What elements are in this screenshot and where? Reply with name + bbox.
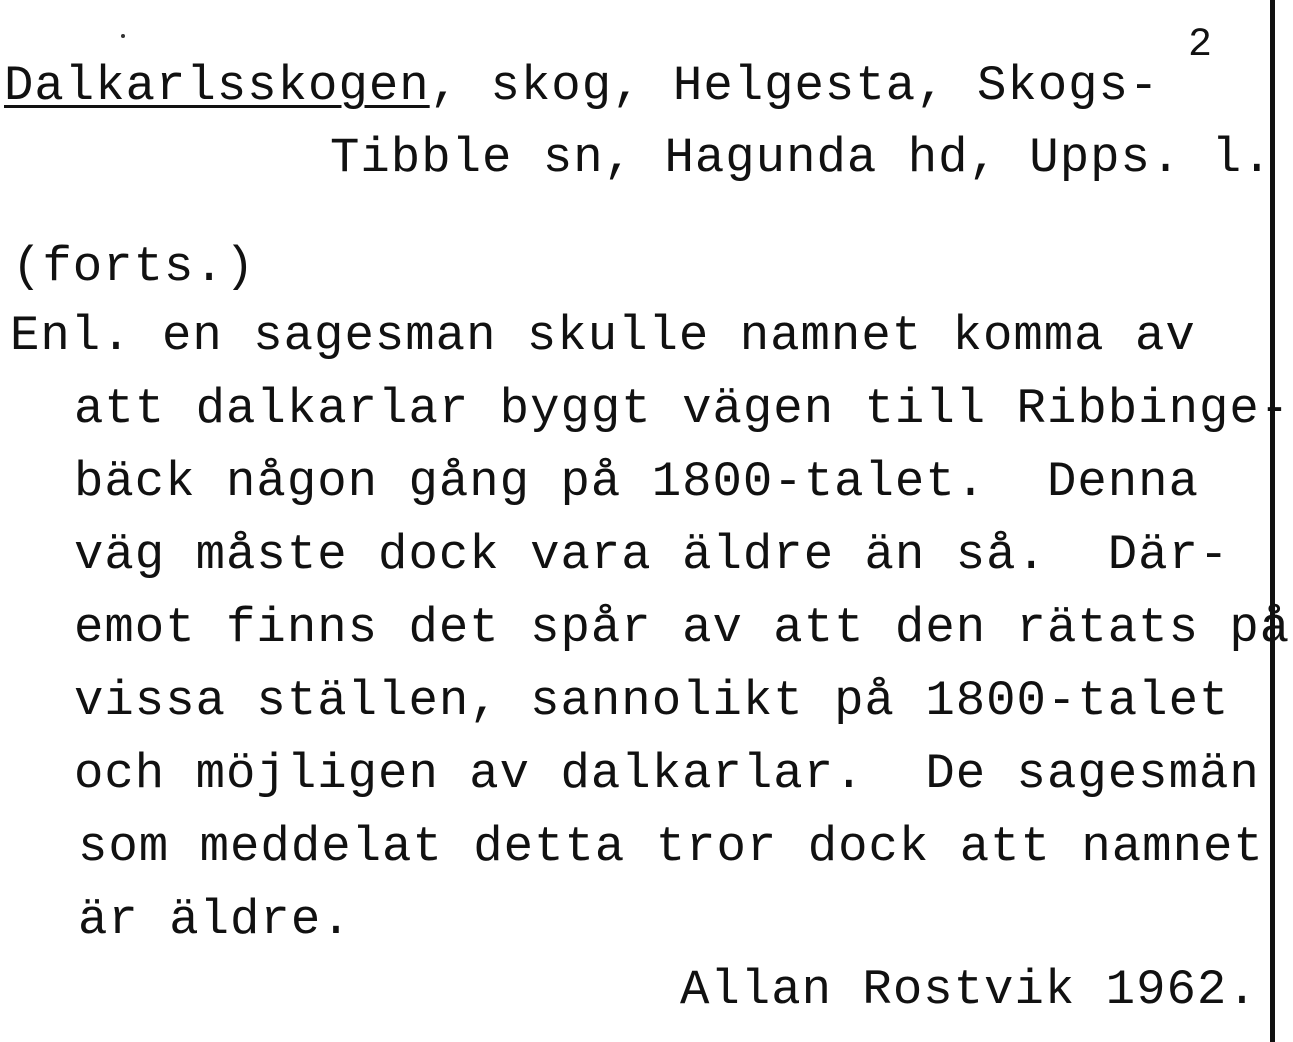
body-line: som meddelat detta tror dock att namnet <box>78 819 1264 875</box>
continuation-label: (forts.) <box>12 239 256 295</box>
heading-rest: , skog, Helgesta, Skogs- <box>429 58 1160 114</box>
body-line: Enl. en sagesman skulle namnet komma av <box>10 308 1196 364</box>
page-number: 2 <box>1188 23 1213 68</box>
heading-line-1 <box>4 58 1160 114</box>
body-line: att dalkarlar byggt vägen till Ribbinge- <box>74 381 1291 437</box>
body-line: emot finns det spår av att den rätats på <box>74 600 1291 656</box>
body-line: är äldre. <box>78 892 352 948</box>
signature: Allan Rostvik 1962. <box>680 962 1258 1018</box>
body-line: och möjligen av dalkarlar. De sagesmän <box>74 746 1260 802</box>
body-line: bäck någon gång på 1800-talet. Denna <box>74 454 1199 510</box>
body-line: väg måste dock vara äldre än så. Där- <box>74 527 1230 583</box>
place-name: Dalkarlsskogen <box>4 58 430 114</box>
ink-speck <box>121 34 125 38</box>
body-line: vissa ställen, sannolikt på 1800-talet <box>74 673 1230 729</box>
heading-line-2: Tibble sn, Hagunda hd, Upps. l. <box>330 130 1273 186</box>
